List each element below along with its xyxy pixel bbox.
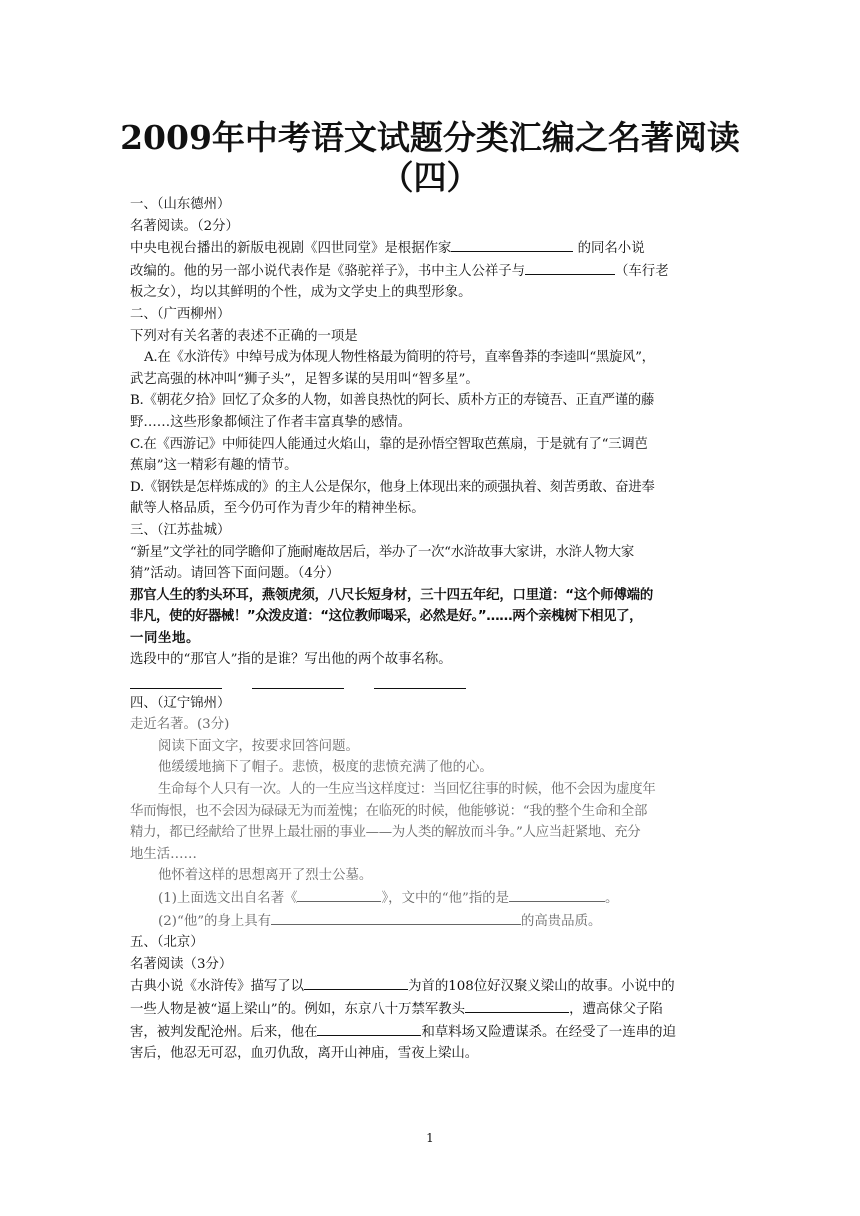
passage-line: 他缓缓地摘下了帽子。悲愤，极度的悲愤充满了他的心。 <box>158 760 493 776</box>
passage-line: 生命每个人只有一次。人的一生应当这样度过：当回忆往事的时候，他不会因为虚度年 <box>158 782 656 798</box>
page-title: 2009年中考语文试题分类汇编之名著阅读 <box>120 118 740 157</box>
excerpt-line: 一同坐地。 <box>130 630 200 646</box>
answer-blank <box>130 688 222 689</box>
option-d-cont: 献等人格品质，至今仍可作为青少年的精神坐标。 <box>130 501 425 517</box>
section-heading: 二、（广西柳州） <box>130 306 231 322</box>
passage-line: 地生活…… <box>130 846 197 862</box>
text-line: 中央电视台播出的新版电视剧《四世同堂》是根据作家 的同名小说 <box>130 237 730 260</box>
answer-blank <box>465 998 569 1013</box>
option-c: C.在《西游记》中师徒四人能通过火焰山，靠的是孙悟空智取芭蕉扇，于是就有了“三调芭 <box>130 436 648 452</box>
text-line: 古典小说《水浒传》描写了以 为首的108位好汉聚义梁山的故事。小说中的 <box>130 975 730 998</box>
text-line: 害，被判发配沧州。后来，他在 和草料场又险遭谋杀。在经受了一连串的迫 <box>130 1021 730 1044</box>
section-heading: 三、（江苏盐城） <box>130 522 231 538</box>
answer-blank <box>304 975 408 990</box>
option-b: B.《朝花夕拾》回忆了众多的人物，如善良热忱的阿长、质朴方正的寿镜吾、正直严谨的藤 <box>130 393 655 409</box>
text-line: 害后，他忍无可忍，血刃仇敌，离开山神庙，雪夜上梁山。 <box>130 1046 479 1062</box>
text-line: 板之女），均以其鲜明的个性，成为文学史上的典型形象。 <box>130 285 472 301</box>
answer-blank <box>317 1021 421 1036</box>
passage-line: 华而悔恨，也不会因为碌碌无为而羞愧；在临死的时候，他能够说：“我的整个生命和全部 <box>130 803 648 819</box>
excerpt-line: 非凡，使的好器械！”众泼皮道：“这位教师喝采，必然是好。”……两个亲槐树下相见了， <box>130 609 643 625</box>
option-a-cont: 武艺高强的林冲叫“狮子头”，足智多谋的吴用叫“智多星”。 <box>130 371 479 387</box>
document-body <box>130 194 730 1065</box>
question-stem: 下列对有关名著的表述不正确的一项是 <box>130 328 358 344</box>
answer-blank <box>451 237 573 252</box>
text-line: 改编的。他的另一部小说代表作是《骆驼祥子》，书中主人公祥子与 （车行老 <box>130 260 730 283</box>
page-title-subtitle: （四） <box>380 158 480 197</box>
passage-line: 他怀着这样的思想离开了烈士公墓。 <box>158 868 373 884</box>
option-a: A.在《水浒传》中绰号成为体现人物性格最为简明的符号，直率鲁莽的李逵叫“黑旋风”， <box>144 350 655 366</box>
answer-blank <box>297 887 381 902</box>
passage-line: 阅读下面文字，按要求回答问题。 <box>158 738 359 754</box>
answer-blank <box>374 688 466 689</box>
excerpt-line: 那官人生的豹头环耳，燕领虎须，八尺长短身材，三十四五年纪，口里道：“这个师傅端的 <box>130 587 654 603</box>
answer-blank <box>252 688 344 689</box>
page-number: 1 <box>426 1131 434 1145</box>
answer-lines <box>130 671 730 693</box>
section-heading: 四、（辽宁锦州） <box>130 695 231 711</box>
option-d: D.《钢铁是怎样炼成的》的主人公是保尔，他身上体现出来的顽强执着、刻苦勇敢、奋进奉 <box>130 479 655 495</box>
section-subheading: 名著阅读。（2分） <box>130 218 239 234</box>
section-subheading: 名著阅读（3分） <box>130 956 233 972</box>
section-heading: 五、（北京） <box>130 935 204 951</box>
text-line: 猜”活动。请回答下面问题。（4分） <box>130 566 340 582</box>
option-b-cont: 野……这些形象都倾注了作者丰富真挚的感情。 <box>130 414 412 430</box>
sub-question-1: (1)上面选文出自名著《 》，文中的“他”指的是 。 <box>130 887 730 910</box>
answer-blank <box>271 910 521 925</box>
answer-blank <box>525 260 615 275</box>
text-line: “新星”文学社的同学瞻仰了施耐庵故居后，举办了一次“水浒故事大家讲，水浒人物大家 <box>130 544 634 560</box>
passage-line: 精力，都已经献给了世界上最壮丽的事业——为人类的解放而斗争。”人应当赶紧地、充分 <box>130 825 641 841</box>
sub-question-2: (2)“他”的身上具有 的高贵品质。 <box>130 910 730 933</box>
section-subheading: 走近名著。(3分) <box>130 717 230 733</box>
answer-blank <box>509 887 605 902</box>
text-line: 一些人物是被“逼上梁山”的。例如，东京八十万禁军教头 ，遭高俅父子陷 <box>130 998 730 1021</box>
question-ask: 选段中的“那官人”指的是谁？写出他的两个故事名称。 <box>130 652 452 668</box>
option-c-cont: 蕉扇”这一精彩有趣的情节。 <box>130 458 298 474</box>
section-heading: 一、（山东德州） <box>130 197 231 212</box>
